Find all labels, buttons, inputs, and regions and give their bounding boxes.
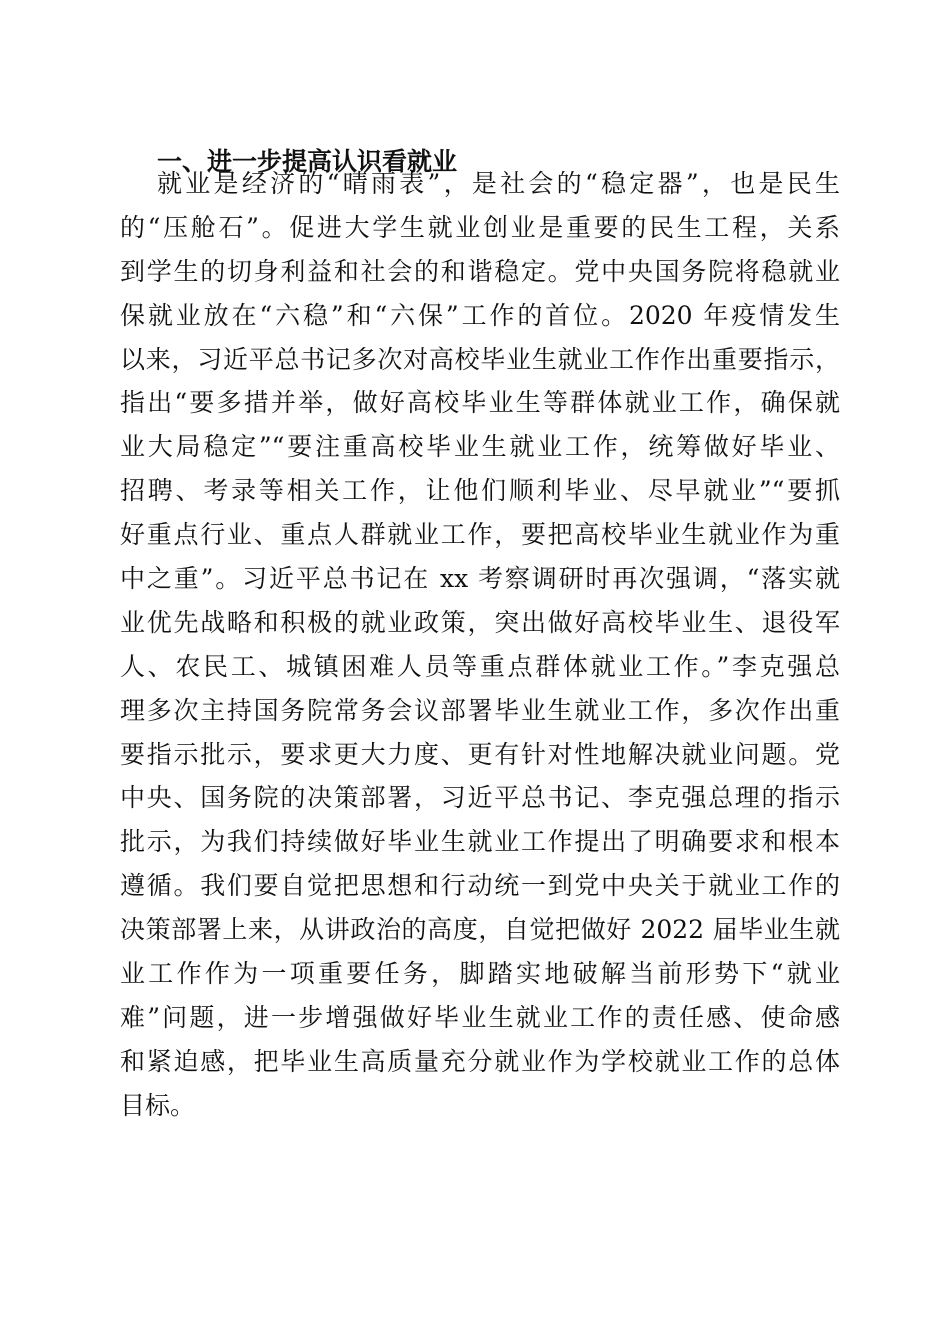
paragraph-line: 招聘、考录等相关工作，让他们顺利毕业、尽早就业”“要抓 bbox=[120, 476, 840, 506]
paragraph-line: 的“压舱石”。促进大学生就业创业是重要的民生工程，关系 bbox=[120, 212, 840, 242]
paragraph-line: 中央、国务院的决策部署，习近平总书记、李克强总理的指示 bbox=[120, 783, 840, 813]
paragraph-line: 指出“要多措并举，做好高校毕业生等群体就业工作，确保就 bbox=[120, 388, 840, 418]
section-heading: 一、进一步提高认识看就业 bbox=[157, 147, 458, 176]
paragraph-line: 批示，为我们持续做好毕业生就业工作提出了明确要求和根本 bbox=[120, 827, 840, 857]
paragraph-line: 和紧迫感，把毕业生高质量充分就业作为学校就业工作的总体 bbox=[120, 1046, 840, 1076]
paragraph-line: 难”问题，进一步增强做好毕业生就业工作的责任感、使命感 bbox=[120, 1002, 840, 1032]
paragraph-line: 中之重”。习近平总书记在 xx 考察调研时再次强调，“落实就 bbox=[120, 564, 840, 594]
paragraph-line: 到学生的切身利益和社会的和谐稳定。党中央国务院将稳就业 bbox=[120, 256, 840, 286]
paragraph-line: 要指示批示，要求更大力度、更有针对性地解决就业问题。党 bbox=[120, 739, 840, 769]
paragraph-line: 业大局稳定”“要注重高校毕业生就业工作，统筹做好毕业、 bbox=[120, 432, 840, 462]
paragraph-line: 业工作作为一项重要任务，脚踏实地破解当前形势下“就业 bbox=[120, 959, 840, 989]
paragraph-line: 目标。 bbox=[120, 1090, 196, 1120]
paragraph-line: 保就业放在“六稳”和“六保”工作的首位。2020 年疫情发生 bbox=[120, 300, 840, 330]
paragraph-line: 理多次主持国务院常务会议部署毕业生就业工作，多次作出重 bbox=[120, 695, 840, 725]
paragraph-line: 遵循。我们要自觉把思想和行动统一到党中央关于就业工作的 bbox=[120, 871, 840, 901]
paragraph-line: 业优先战略和积极的就业政策，突出做好高校毕业生、退役军 bbox=[120, 607, 840, 637]
body-paragraph bbox=[120, 162, 840, 1128]
paragraph-line: 以来，习近平总书记多次对高校毕业生就业工作作出重要指示， bbox=[120, 344, 840, 374]
paragraph-line: 好重点行业、重点人群就业工作，要把高校毕业生就业作为重 bbox=[120, 520, 840, 550]
paragraph-line: 人、农民工、城镇困难人员等重点群体就业工作。”李克强总 bbox=[120, 651, 840, 681]
paragraph-line: 就业是经济的“晴雨表”，是社会的“稳定器”，也是民生 bbox=[157, 169, 840, 198]
paragraph-line: 决策部署上来，从讲政治的高度，自觉把做好 2022 届毕业生就 bbox=[120, 915, 840, 945]
